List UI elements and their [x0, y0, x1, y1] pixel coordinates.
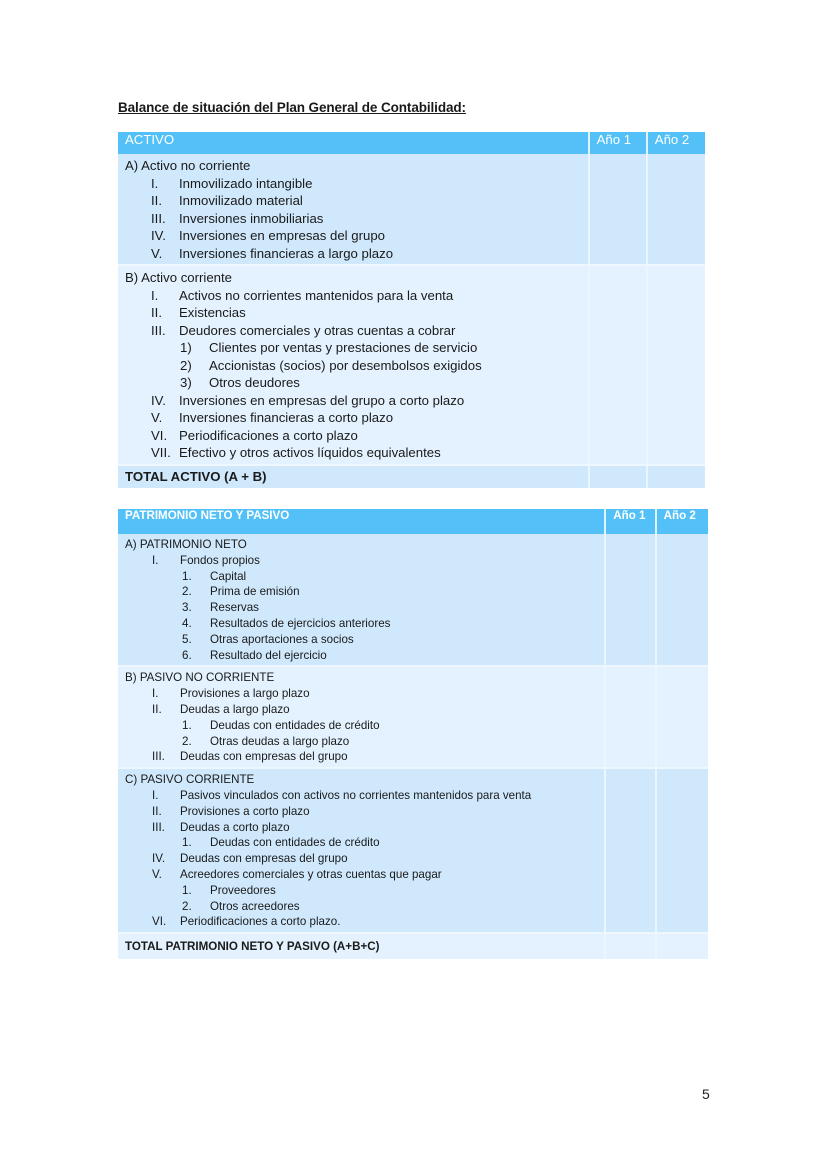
- section-label: A) Activo no corriente: [125, 158, 251, 173]
- header-year-2: Año 2: [647, 132, 705, 154]
- year-1-cell: [589, 465, 647, 488]
- year-2-cell: [656, 933, 708, 959]
- activo-table: [118, 132, 705, 488]
- list-item: 1) Clientes por ventas y prestaciones de servicio: [180, 340, 478, 355]
- year-2-cell: [647, 154, 705, 265]
- list-item: 4. Resultados de ejercicios anteriores: [182, 616, 391, 630]
- list-item: II. Deudas a largo plazo: [152, 702, 290, 716]
- list-item: 1. Proveedores: [182, 883, 276, 897]
- total-pasivo-row: [118, 933, 708, 959]
- list-item: 2. Otros acreedores: [182, 899, 300, 913]
- list-item: III. Deudores comerciales y otras cuentas a cobrar: [151, 322, 456, 338]
- list-item: III. Deudas con empresas del grupo: [152, 750, 348, 764]
- section-pasivo-corriente: [118, 768, 708, 933]
- list-item: 6. Resultado del ejercicio: [182, 648, 327, 662]
- section-label: B) Activo corriente: [125, 270, 233, 285]
- list-item: IV. Inversiones en empresas del grupo a corto plazo: [151, 392, 465, 408]
- year-1-cell: [589, 154, 647, 265]
- year-1-cell: [605, 666, 655, 768]
- total-activo-row: [118, 465, 705, 488]
- list-item: V. Inversiones financieras a corto plazo: [151, 410, 394, 425]
- list-item: 2. Otras deudas a largo plazo: [182, 734, 350, 748]
- header-year-1: Año 1: [605, 509, 655, 534]
- list-item: II. Inmovilizado material: [151, 193, 303, 208]
- header-year-1: Año 1: [589, 132, 647, 154]
- section-activo-corriente: [118, 265, 705, 465]
- activo-header-row: [118, 132, 705, 154]
- list-item: 5. Otras aportaciones a socios: [182, 632, 354, 646]
- list-item: III. Deudas a corto plazo: [152, 820, 290, 834]
- pasivo-header-row: [118, 509, 708, 534]
- year-2-cell: [647, 265, 705, 465]
- year-1-cell: [605, 768, 655, 933]
- list-item: I. Pasivos vinculados con activos no corrientes mantenidos para venta: [152, 788, 532, 802]
- list-item: V. Acreedores comerciales y otras cuentas que pagar: [152, 867, 442, 881]
- list-item: VI. Periodificaciones a corto plazo.: [152, 915, 341, 929]
- year-2-cell: [656, 534, 708, 666]
- list-item: 1. Deudas con entidades de crédito: [182, 718, 380, 732]
- year-1-cell: [605, 534, 655, 666]
- list-item: V. Inversiones financieras a largo plazo: [151, 245, 394, 261]
- list-item: I. Inmovilizado intangible: [151, 175, 313, 191]
- header-patrimonio-pasivo: PATRIMONIO NETO Y PASIVO: [118, 509, 605, 534]
- year-2-cell: [656, 666, 708, 768]
- section-label: C) PASIVO CORRIENTE: [125, 773, 255, 787]
- list-item: VII. Efectivo y otros activos líquidos equivalentes: [151, 445, 441, 460]
- list-item: I. Provisiones a largo plazo: [152, 687, 310, 701]
- list-item: IV. Deudas con empresas del grupo: [152, 852, 348, 866]
- list-item: 3. Reservas: [182, 601, 259, 615]
- list-item: II. Provisiones a corto plazo: [152, 804, 310, 818]
- total-activo-label: TOTAL ACTIVO (A + B): [118, 465, 589, 488]
- list-item: VI. Periodificaciones a corto plazo: [151, 427, 358, 443]
- list-item: I. Activos no corrientes mantenidos para la venta: [151, 287, 454, 303]
- list-item: 1. Capital: [182, 569, 247, 583]
- list-item: III. Inversiones inmobiliarias: [151, 210, 324, 226]
- section-label: A) PATRIMONIO NETO: [125, 538, 247, 551]
- list-item: I. Fondos propios: [152, 553, 260, 567]
- page-number: 5: [702, 1086, 710, 1102]
- year-2-cell: [656, 768, 708, 933]
- pasivo-table: [118, 509, 708, 959]
- list-item: 1. Deudas con entidades de crédito: [182, 836, 380, 850]
- list-item: 2) Accionistas (socios) por desembolsos exigidos: [180, 357, 482, 373]
- section-pasivo-no-corriente: [118, 666, 708, 768]
- list-item: II. Existencias: [151, 305, 246, 320]
- header-year-2: Año 2: [656, 509, 708, 534]
- year-1-cell: [589, 265, 647, 465]
- header-activo: ACTIVO: [118, 132, 589, 154]
- section-activo-no-corriente: [118, 154, 705, 265]
- year-1-cell: [605, 933, 655, 959]
- section-patrimonio-neto: [118, 534, 708, 666]
- list-item: 2. Prima de emisión: [182, 585, 300, 599]
- list-item: IV. Inversiones en empresas del grupo: [151, 228, 385, 243]
- section-label: B) PASIVO NO CORRIENTE: [125, 671, 275, 685]
- document-title: Balance de situación del Plan General de Contabilidad:: [118, 100, 466, 115]
- total-pasivo-label: TOTAL PATRIMONIO NETO Y PASIVO (A+B+C): [118, 933, 605, 959]
- list-item: 3) Otros deudores: [180, 375, 300, 390]
- year-2-cell: [647, 465, 705, 488]
